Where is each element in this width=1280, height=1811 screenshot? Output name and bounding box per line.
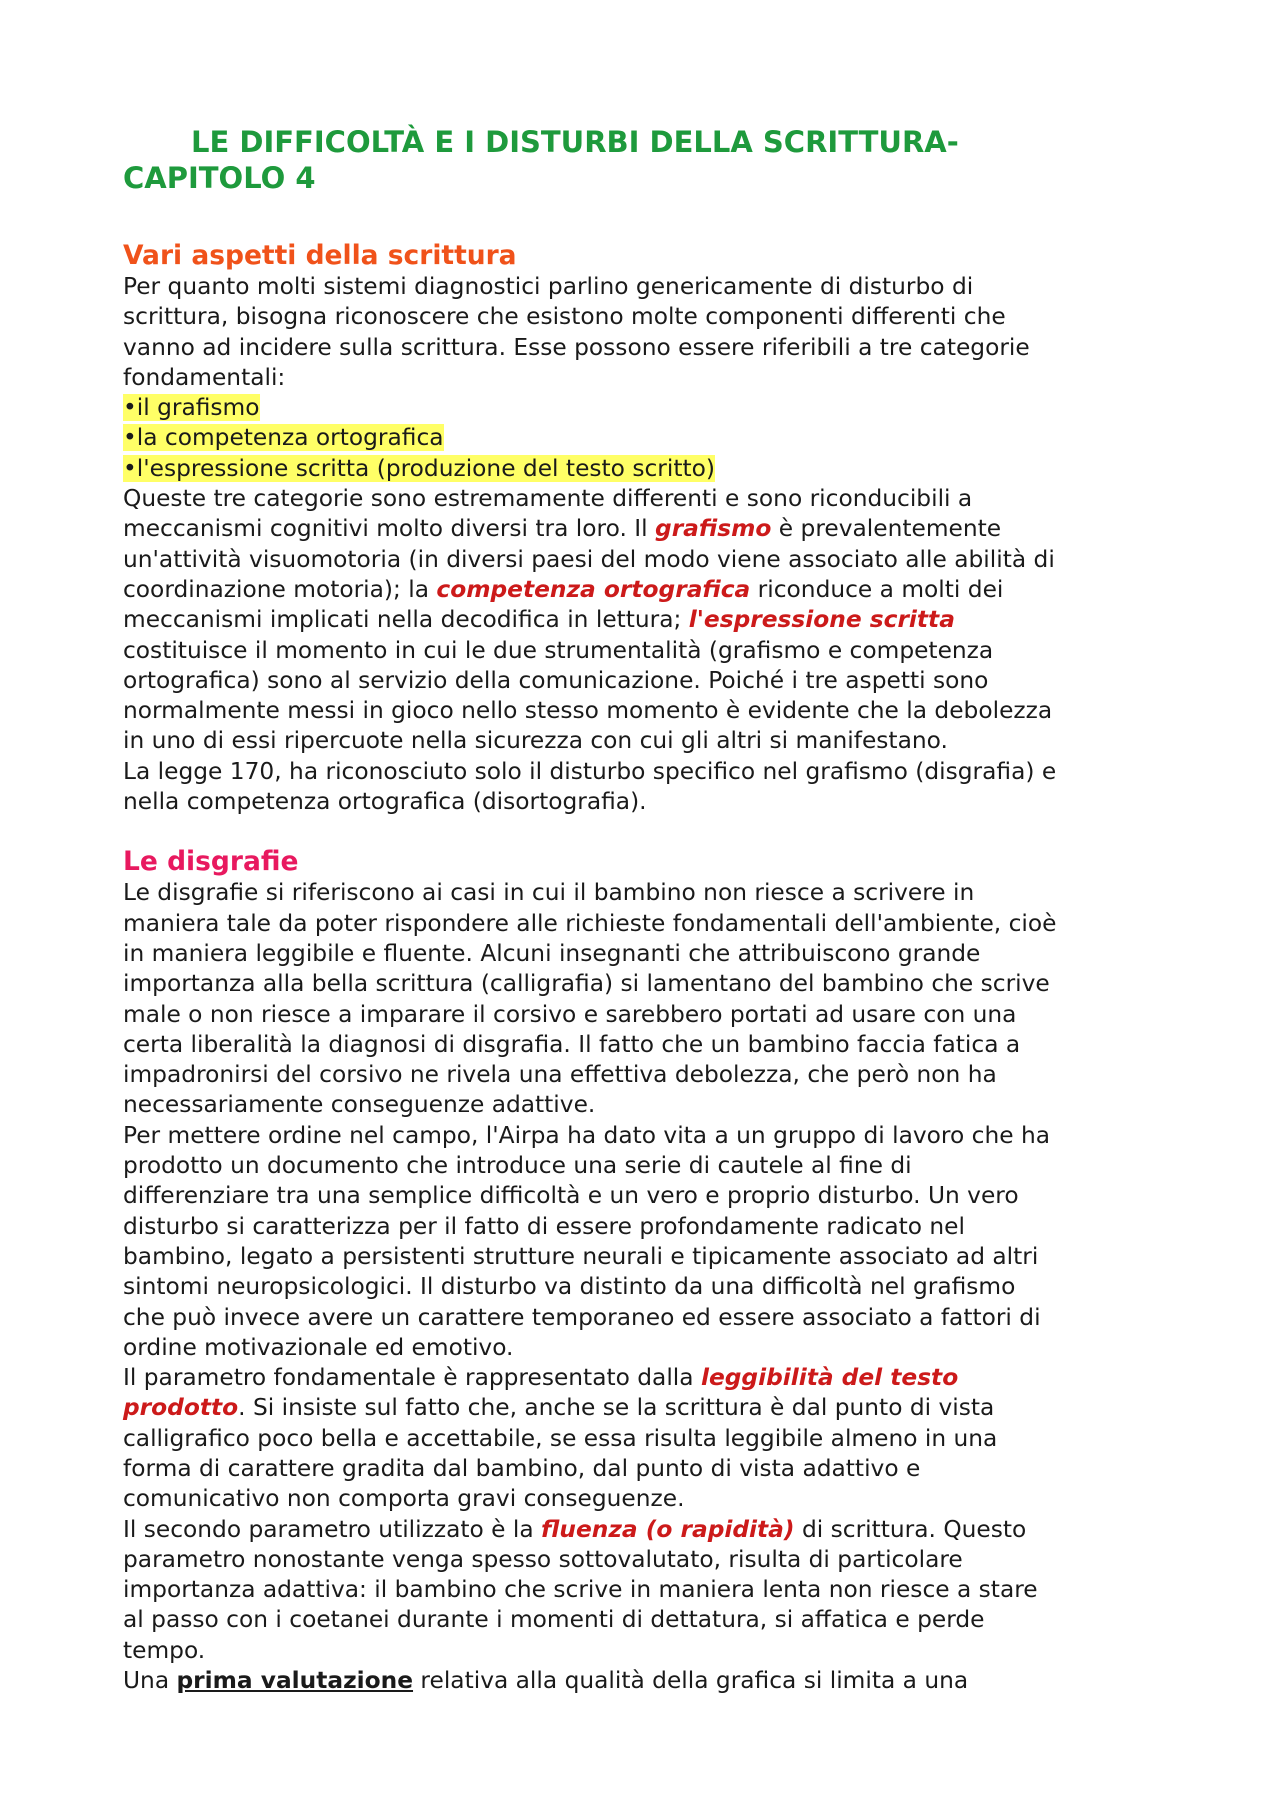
- text-line: impadronirsi del corsivo ne rivela una effettiva debolezza, che però non ha: [123, 1061, 997, 1089]
- emphasis-fluenza: fluenza (o rapidità): [541, 1515, 795, 1543]
- paragraph-leggibilita: [123, 1363, 1183, 1514]
- text-line: prodotto. Si insiste sul fatto che, anche se la scrittura è dal punto di vista: [123, 1394, 995, 1422]
- text-line: coordinazione motoria); la competenza ortografica riconduce a molti dei: [123, 575, 1004, 603]
- text-line: sintomi neuropsicologici. Il disturbo va distinto da una difficoltà nel grafismo: [123, 1273, 1016, 1301]
- text-line: male o non riesce a imparare il corsivo e sarebbero portati ad usare con una: [123, 1000, 1017, 1028]
- title-line-1: LE DIFFICOLTÀ E I DISTURBI DELLA SCRITTURA-: [191, 125, 959, 159]
- text-line: in maniera leggibile e fluente. Alcuni insegnanti che attribuiscono grande: [123, 939, 981, 967]
- text-line: parametro nonostante venga spesso sottovalutato, risulta di particolare: [123, 1545, 963, 1573]
- text-line: La legge 170, ha riconosciuto solo il disturbo specifico nel grafismo (disgrafia) e: [123, 757, 1057, 785]
- emphasis-competenza: competenza ortografica: [436, 575, 751, 603]
- text-line: bambino, legato a persistenti strutture neurali e tipicamente associato ad altri: [123, 1242, 1039, 1270]
- text-line: maniera tale da poter rispondere alle richieste fondamentali dell'ambiente, cioè: [123, 909, 1057, 937]
- title-line-2: CAPITOLO 4: [123, 161, 316, 195]
- text-line: importanza adattiva: il bambino che scrive in maniera lenta non riesce a stare: [123, 1576, 1038, 1604]
- text-line: meccanismi cognitivi molto diversi tra loro. Il grafismo è prevalentemente: [123, 515, 1002, 543]
- text-line: importanza alla bella scrittura (calligrafia) si lamentano del bambino che scrive: [123, 970, 1050, 998]
- text-line: certa liberalità la diagnosi di disgrafia. Il fatto che un bambino faccia fatica a: [123, 1030, 1021, 1058]
- paragraph-disgrafie-intro: [123, 878, 1183, 1120]
- text-line: Per quanto molti sistemi diagnostici parlino genericamente di disturbo di: [123, 273, 974, 300]
- emphasis-prodotto: prodotto: [123, 1394, 239, 1422]
- bullet-item-grafismo: •il grafismo: [123, 394, 260, 422]
- text-line: meccanismi implicati nella decodifica in lettura; l'espressione scritta: [123, 606, 955, 634]
- paragraph-fluenza: [123, 1515, 1183, 1666]
- text-line: un'attività visuomotoria (in diversi paesi del modo viene associato alle abilità di: [123, 545, 1055, 573]
- text-line: forma di carattere gradita dal bambino, dal punto di vista adattivo e: [123, 1454, 921, 1482]
- text-line: che può invece avere un carattere temporaneo ed essere associato a fattori di: [123, 1303, 1041, 1331]
- text-line: ortografica) sono al servizio della comunicazione. Poiché i tre aspetti sono: [123, 666, 989, 694]
- bullet-item-competenza: •la competenza ortografica: [123, 424, 444, 452]
- text-line: Il parametro fondamentale è rappresentato dalla leggibilità del testo: [123, 1364, 959, 1392]
- text-line: disturbo si caratterizza per il fatto di essere profondamente radicato nel: [123, 1212, 965, 1240]
- text-line: Per mettere ordine nel campo, l'Airpa ha dato vita a un gruppo di lavoro che ha: [123, 1121, 1050, 1149]
- underlined-prima-valutazione: prima valutazione: [176, 1667, 414, 1695]
- text-line: al passo con i coetanei durante i momenti di dettatura, si affatica e perde: [123, 1606, 985, 1634]
- text-line: differenziare tra una semplice difficoltà e un vero e proprio disturbo. Un vero: [123, 1182, 1019, 1210]
- paragraph-intro: [123, 272, 1183, 393]
- text-line: Le disgrafie si riferiscono ai casi in cui il bambino non riesce a scrivere in: [123, 879, 975, 907]
- text-line: vanno ad incidere sulla scrittura. Esse possono essere riferibili a tre categorie: [123, 333, 1030, 361]
- section-heading-disgrafie: Le disgrafie: [123, 846, 299, 878]
- emphasis-grafismo: grafismo: [655, 515, 772, 543]
- text-line: nella competenza ortografica (disortografia).: [123, 788, 647, 816]
- text-line: Il secondo parametro utilizzato è la fluenza (o rapidità) di scrittura. Questo: [123, 1515, 1027, 1543]
- paragraph-categorie: [123, 484, 1183, 757]
- text-line: calligrafico poco bella e accettabile, se essa risulta leggibile almeno in una: [123, 1424, 998, 1452]
- document-page: [123, 124, 1183, 1696]
- text-line: in uno di essi ripercuote nella sicurezza con cui gli altri si manifestano.: [123, 727, 948, 755]
- text-line: tempo.: [123, 1636, 206, 1664]
- text-line: costituisce il momento in cui le due strumentalità (grafismo e competenza: [123, 636, 994, 664]
- text-line: prodotto un documento che introduce una serie di cautele al fine di: [123, 1152, 912, 1180]
- paragraph-prima-valutazione: [123, 1666, 1183, 1696]
- text-line: Una prima valutazione relativa alla qualità della grafica si limita a una: [123, 1667, 969, 1695]
- bullet-item-espressione: •l'espressione scritta (produzione del testo scritto): [123, 454, 715, 482]
- text-line: normalmente messi in gioco nello stesso momento è evidente che la debolezza: [123, 697, 1053, 725]
- text-line: fondamentali:: [123, 363, 286, 391]
- section-heading-aspetti: Vari aspetti della scrittura: [123, 240, 517, 271]
- text-line: comunicativo non comporta gravi conseguenze.: [123, 1485, 685, 1513]
- document-title: [123, 124, 1183, 196]
- emphasis-espressione: l'espressione scritta: [688, 606, 955, 634]
- text-line: necessariamente conseguenze adattive.: [123, 1091, 596, 1119]
- paragraph-airpa: [123, 1121, 1183, 1363]
- bullet-list: [123, 393, 1183, 484]
- text-line: ordine motivazionale ed emotivo.: [123, 1333, 514, 1361]
- emphasis-leggibilita: leggibilità del testo: [700, 1364, 959, 1392]
- paragraph-legge: [123, 757, 1183, 818]
- text-line: scrittura, bisogna riconoscere che esistono molte componenti differenti che: [123, 303, 1006, 331]
- text-line: Queste tre categorie sono estremamente differenti e sono riconducibili a: [123, 485, 973, 513]
